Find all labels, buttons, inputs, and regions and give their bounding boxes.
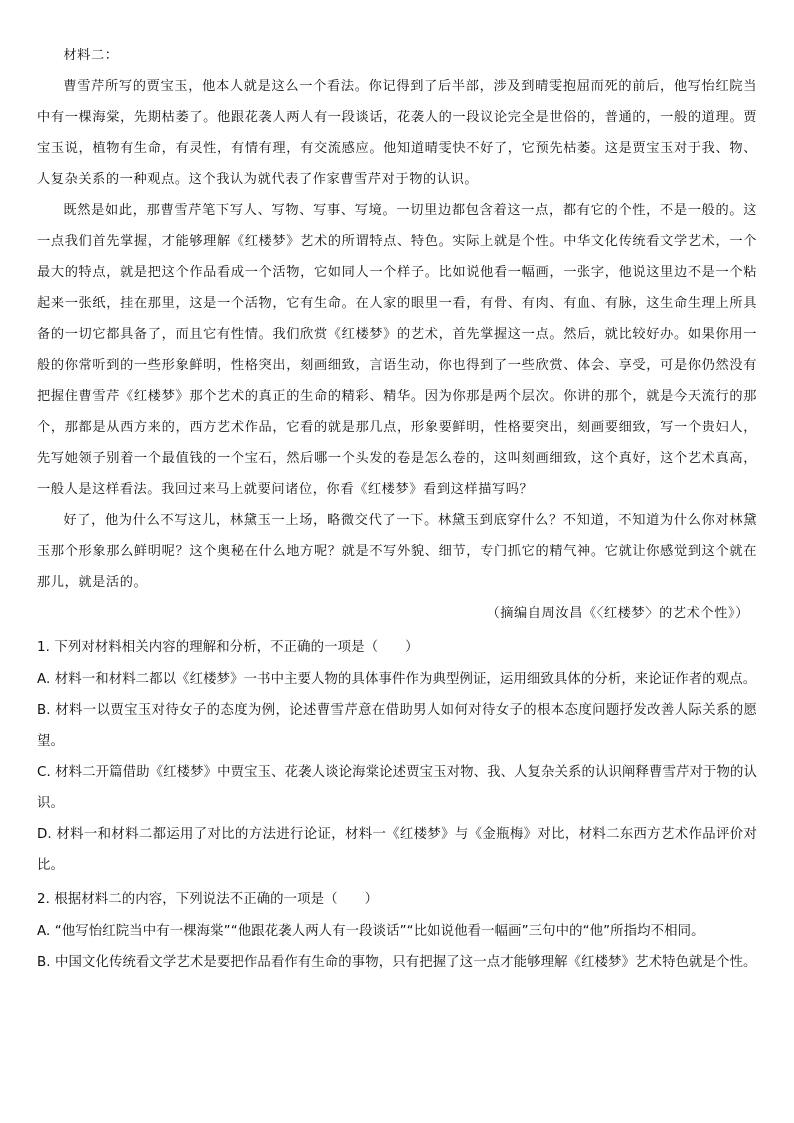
question-2-option-b: B. 中国文化传统看文学艺术是要把作品看作有生命的事物，只有把握了这一点才能够理解《红楼梦》艺术特色就是个性。: [37, 955, 757, 970]
question-1-option-c: C. 材料二开篇借助《红楼梦》中贾宝玉、花袭人谈论海棠论述贾宝玉对物、我、人复杂关系的认识阐释曹雪芹对于物的认识。: [37, 765, 757, 811]
material-two-paragraph-1: 曹雪芹所写的贾宝玉，他本人就是这么一个看法。你记得到了后半部，涉及到晴雯抱屈而死的前后，他写怡红院当中有一棵海棠，先期枯萎了。他跟花袭人两人有一段谈话，花袭人的一段议论完全是世俗的，普通的，一般的道理。贾宝玉说，植物有生命，有灵性，有情有理，有交流感应。他知道晴雯快不好了，它预先枯萎。这是贾宝玉对于我、物、人复杂关系的一种观点。这个我认为就代表了作家曹雪芹对于物的认识。: [37, 79, 757, 187]
question-1-option-b: B. 材料一以贾宝玉对待女子的态度为例，论述曹雪芹意在借助男人如何对待女子的根本态度问题抒发改善人际关系的愿望。: [37, 703, 757, 749]
material-two-section: [37, 40, 757, 629]
material-two-paragraph-3: 好了，他为什么不写这儿，林黛玉一上场，略微交代了一下。林黛玉到底穿什么？不知道，不知道为什么你对林黛玉那个形象那么鲜明呢？这个奥秘在什么地方呢？就是不写外貌、细节，专门抓它的精气神。它就让你感觉到这个就在那儿，就是活的。: [37, 513, 757, 590]
material-two-heading: 材料二：: [63, 48, 119, 63]
question-2-option-a: A. “他写怡红院当中有一棵海棠”“他跟花袭人两人有一段谈话”“比如说他看一幅画”三句中的“他”所指均不相同。: [37, 923, 705, 939]
questions-section: [37, 633, 757, 979]
material-two-paragraph-2: 既然是如此，那曹雪芹笔下写人、写物、写事、写境。一切里边都包含着这一点，都有它的个性，不是一般的。这一点我们首先掌握，才能够理解《红楼梦》艺术的所谓特点、特色。实际上就是个性。中华文化传统看文学艺术，一个最大的特点，就是把这个作品看成一个活物，它如同人一个样子。比如说他看一幅画，一张字，他说这里边不是一个粘起来一张纸，挂在那里，这是一个活物，它有生命。在人家的眼里一看，有骨、有肉、有血、有脉，这生命生理上所具备的一切它都具备了，而且它有性情。我们欣赏《红楼梦》的艺术，首先掌握这一点。然后，就比较好办。如果你用一般的你常听到的一些形象鲜明，性格突出，刻画细致，言语生动，你也得到了一些欣赏、体会、享受，可是你仍然没有把握住曹雪芹《红楼梦》那个艺术的真正的生命的精彩、精华。因为你那是两个层次。你讲的那个，就是今天流行的那个，那都是从西方来的，西方艺术作品，它看的就是那几点，形象要鲜明，性格要突出，刻画要细致，写一个贵妇人，先写她领子别着一个最值钱的一个宝石，然后哪一个头发的卷是怎么卷的，这叫刻画细致，这个真好，这个艺术真高，一般人是这样看法。我回过来马上就要问诸位，你看《红楼梦》看到这样描写吗？: [37, 203, 757, 497]
question-2-stem: 2. 根据材料二的内容，下列说法不正确的一项是（ ）: [37, 892, 379, 907]
question-1-option-a: A. 材料一和材料二都以《红楼梦》一书中主要人物的具体事件作为典型例证，运用细致具体的分析，来论证作者的观点。: [37, 671, 757, 687]
question-1: [37, 633, 757, 881]
question-1-stem: 1. 下列对材料相关内容的理解和分析，不正确的一项是（ ）: [37, 640, 419, 655]
question-2: [37, 885, 757, 979]
document-page: [37, 40, 757, 979]
material-two-source: （摘编自周汝昌《〈红楼梦〉的艺术个性》）: [486, 606, 749, 621]
question-1-option-d: D. 材料一和材料二都运用了对比的方法进行论证，材料一《红楼梦》与《金瓶梅》对比，材料二东西方艺术作品评价对比。: [37, 827, 757, 873]
